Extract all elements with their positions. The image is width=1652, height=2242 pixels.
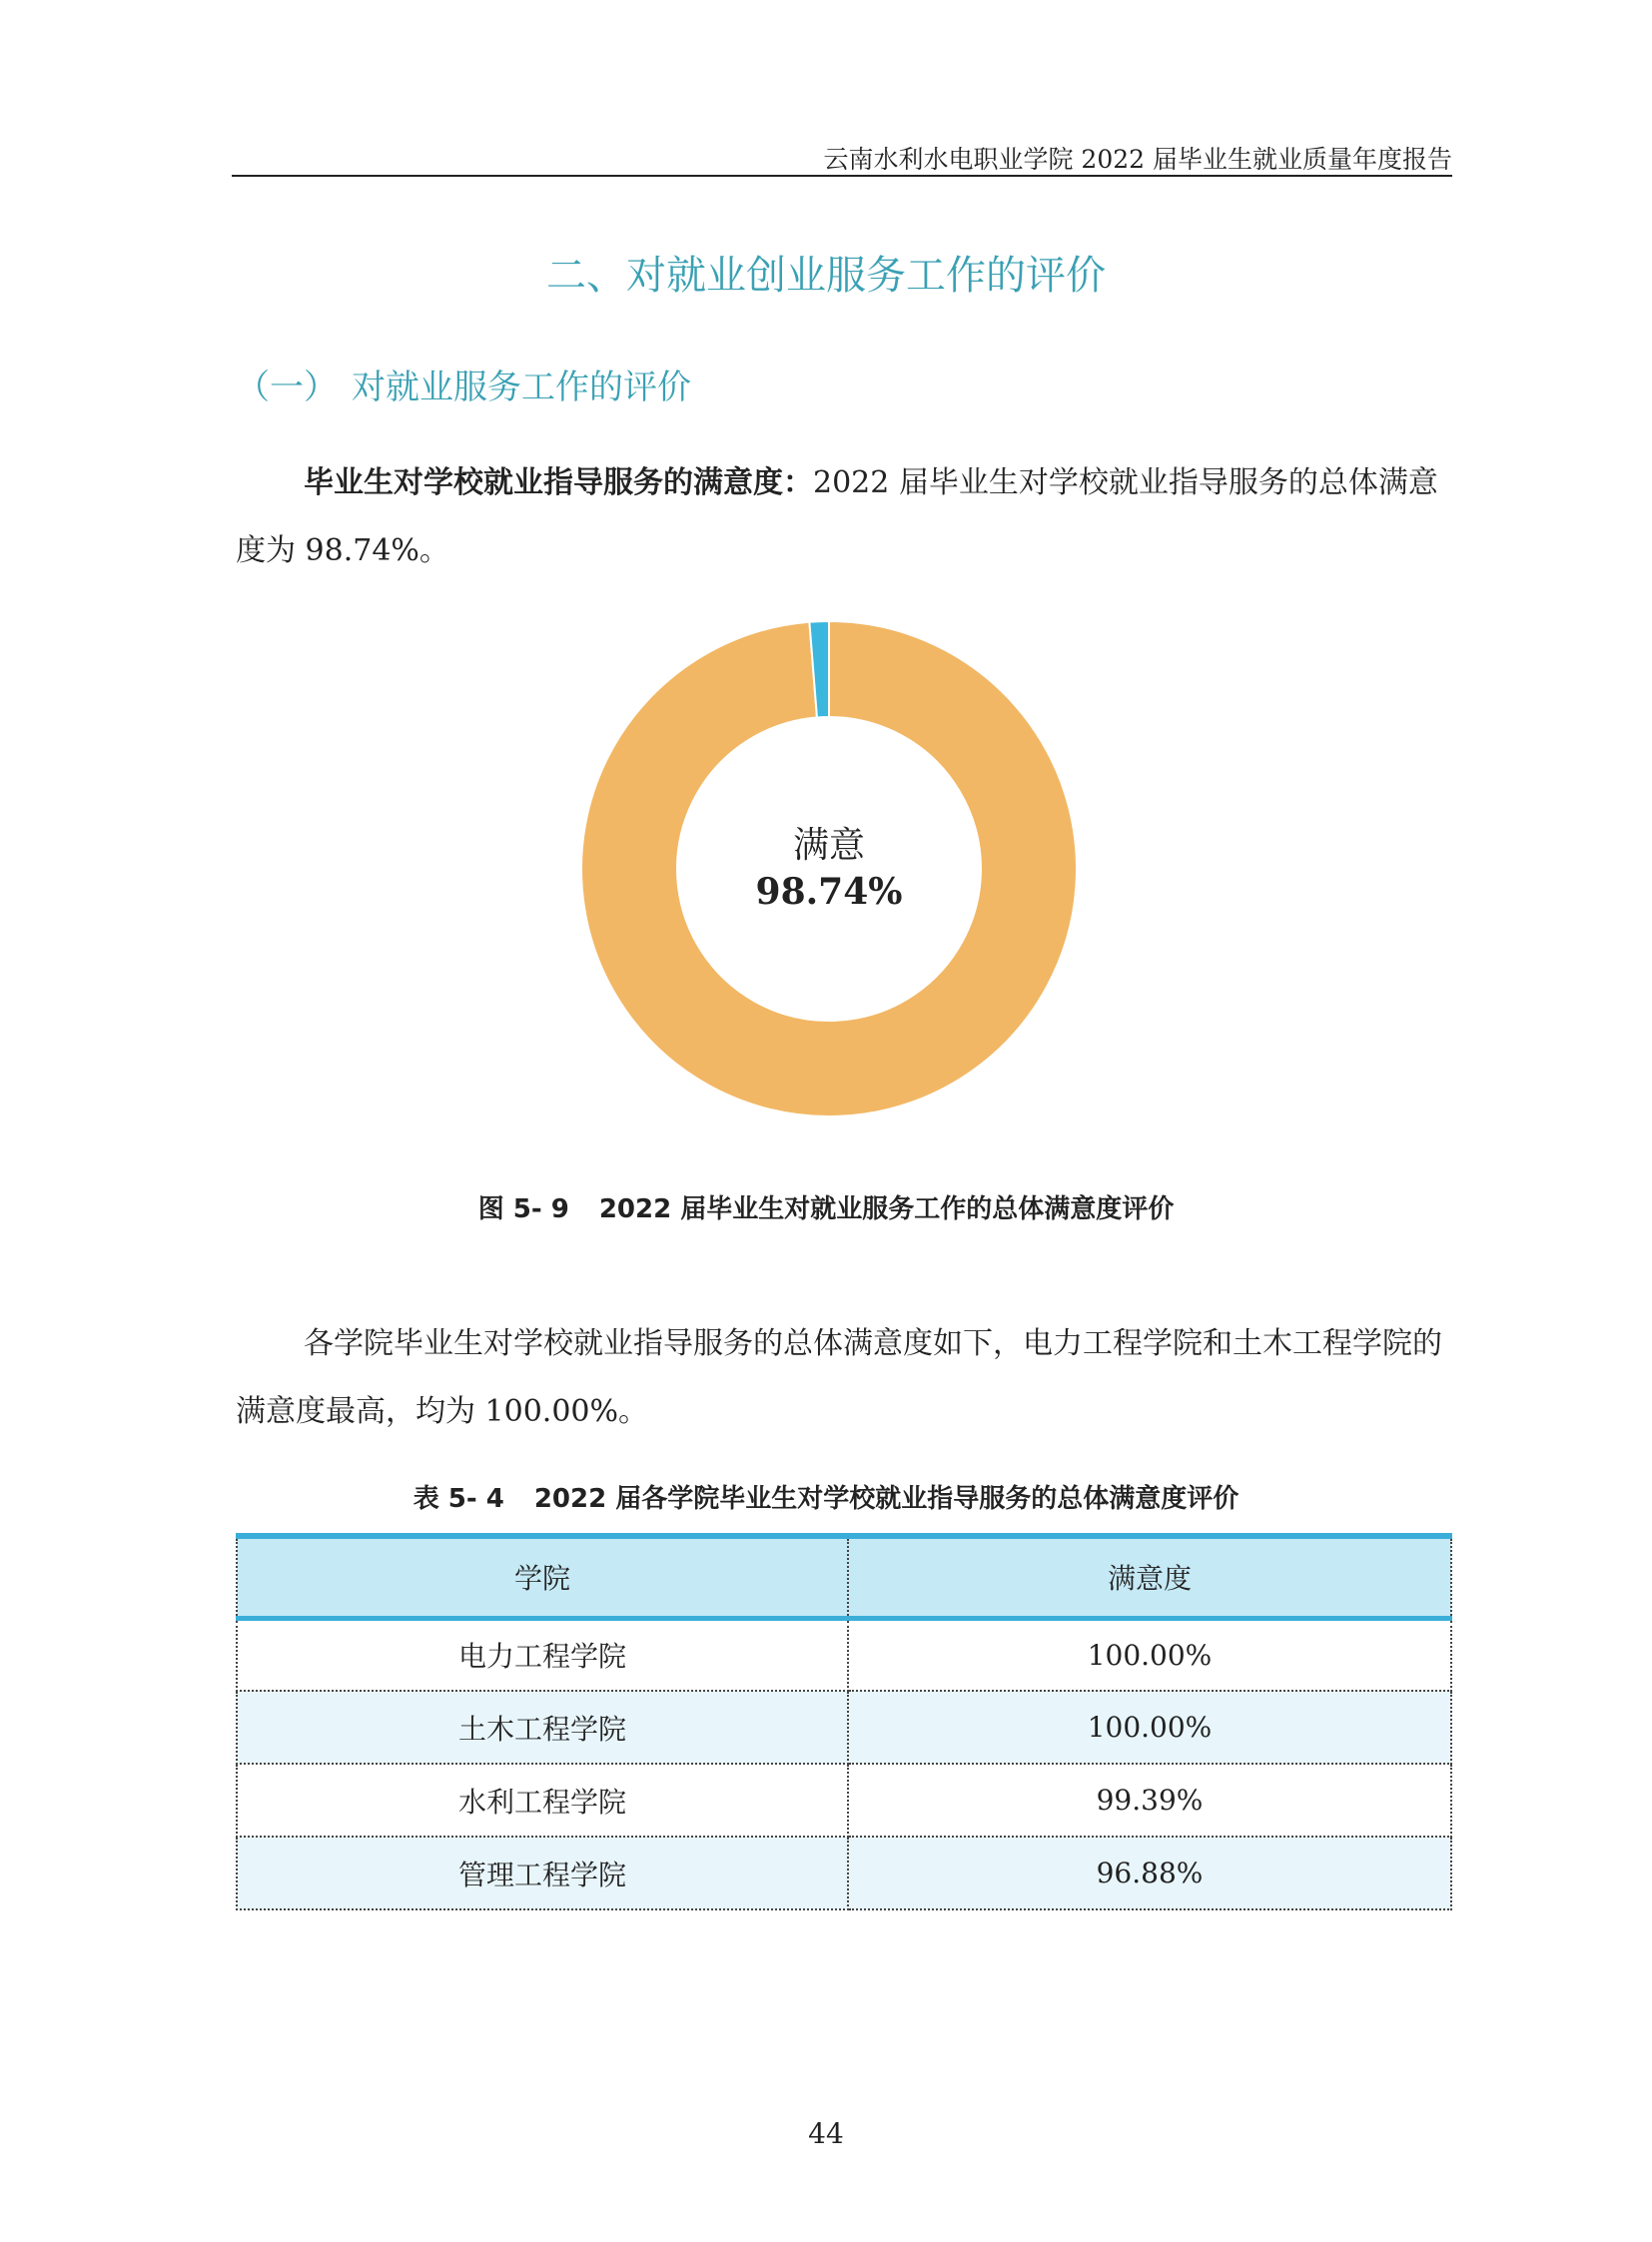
page-number: 44 xyxy=(808,2117,844,2150)
report-header-title: 云南水利水电职业学院 2022 届毕业生就业质量年度报告 xyxy=(823,145,1452,174)
paragraph-lead-bold: 毕业生对学校就业指导服务的满意度： xyxy=(304,465,813,500)
table-row xyxy=(237,1618,1451,1691)
table-header-college: 学院 xyxy=(237,1536,848,1618)
satisfaction-donut-chart xyxy=(579,619,1079,1119)
table-header-satisfaction: 满意度 xyxy=(848,1536,1451,1618)
table-row xyxy=(237,1691,1451,1764)
table-cell-satisfaction: 96.88% xyxy=(848,1837,1451,1909)
figure-title: 2022 届毕业生对就业服务工作的总体满意度评价 xyxy=(598,1194,1175,1224)
table-cell-satisfaction: 99.39% xyxy=(848,1764,1451,1837)
section-title: 二、对就业创业服务工作的评价 xyxy=(546,253,1106,299)
figure-number: 图 5- 9 xyxy=(477,1194,569,1224)
donut-center-value: 98.74% xyxy=(755,871,903,913)
subsection-number: （一） xyxy=(236,368,338,407)
table-number: 表 5- 4 xyxy=(413,1484,504,1514)
college-satisfaction-table xyxy=(236,1533,1452,1910)
table-cell-college: 管理工程学院 xyxy=(237,1837,848,1909)
table-cell-college: 电力工程学院 xyxy=(237,1618,848,1691)
table-cell-satisfaction: 100.00% xyxy=(848,1618,1451,1691)
table-cell-college: 土木工程学院 xyxy=(237,1691,848,1764)
satisfaction-paragraph xyxy=(236,449,1454,585)
table-caption xyxy=(0,1478,1652,1515)
table-title: 2022 届各学院毕业生对学校就业指导服务的总体满意度评价 xyxy=(533,1484,1239,1514)
table-cell-college: 水利工程学院 xyxy=(237,1764,848,1837)
subsection-title: 对就业服务工作的评价 xyxy=(352,368,691,407)
table-cell-satisfaction: 100.00% xyxy=(848,1691,1451,1764)
table-row xyxy=(237,1837,1451,1909)
subsection-heading xyxy=(236,360,691,408)
figure-caption xyxy=(0,1188,1652,1225)
table-row xyxy=(237,1764,1451,1837)
header-divider xyxy=(232,175,1452,177)
donut-center-label: 满意 xyxy=(792,825,865,866)
table-header-row xyxy=(237,1536,1451,1618)
college-satisfaction-paragraph: 各学院毕业生对学校就业指导服务的总体满意度如下，电力工程学院和土木工程学院的满意度最高，均为 100.00%。 xyxy=(236,1326,1442,1429)
paragraph-text: 2022 届毕业生对学校就业指导服务的总体满意度为 98.74%。 xyxy=(236,465,1438,568)
donut-center-label-group xyxy=(579,619,1079,1119)
